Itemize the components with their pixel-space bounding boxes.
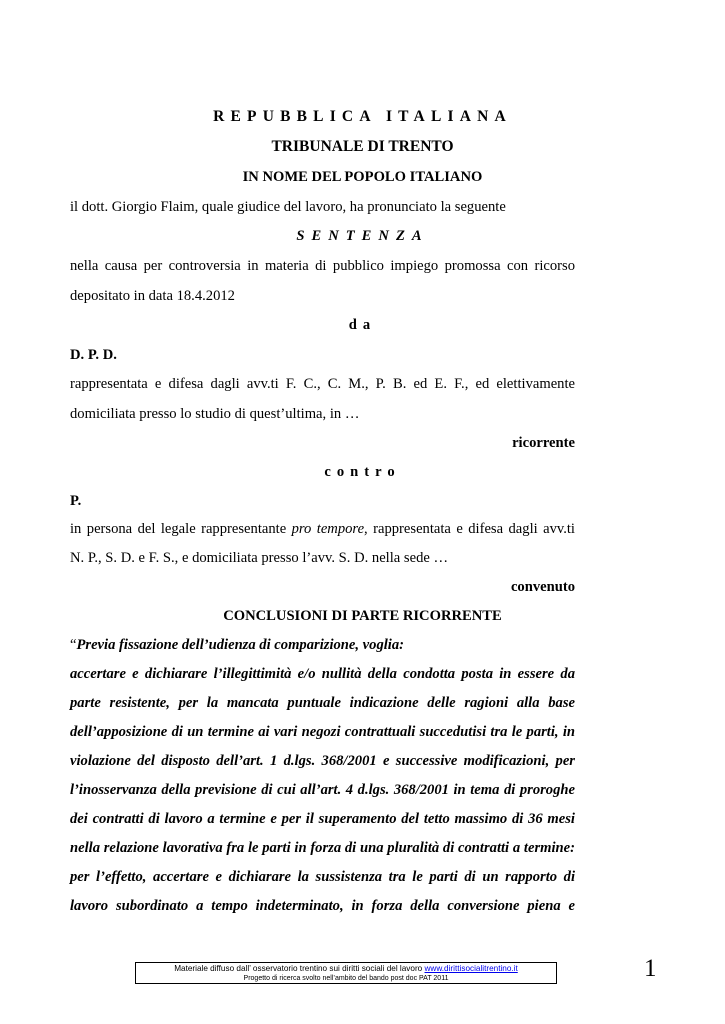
conclusioni-line-0: [70, 636, 404, 654]
footer-line-2: Progetto di ricerca svolto nell’ambito del bando post doc PAT 2011: [243, 975, 449, 982]
footer-link[interactable]: www.dirittisocialitrentino.it: [424, 964, 518, 973]
convenuto-name: P.: [70, 493, 82, 509]
convenuto-line-1: [70, 520, 575, 538]
convenuto-line-2: N. P., S. D. e F. S., e domiciliata presso l’avv. S. D. nella sede …: [70, 550, 449, 566]
conclusioni-line-5: l’inosservanza della previsione di cui all’art. 4 d.lgs. 368/2001 in tema di proroghe: [70, 782, 575, 798]
contro-label: contro: [324, 464, 401, 480]
conclusioni-line-9: lavoro subordinato a tempo indeterminato, in forza della conversione piena e: [70, 898, 575, 914]
conclusioni-line-0-text: Previa fissazione dell’udienza di comparizione, voglia:: [76, 637, 405, 653]
pro-tempore: pro tempore: [291, 521, 365, 537]
footer-box: [135, 962, 557, 984]
conclusioni-line-4: violazione del disposto dell’art. 1 d.lgs. 368/2001 e successive modificazioni, per: [70, 753, 575, 769]
causa-line-1: nella causa per controversia in materia di pubblico impiego promossa con ricorso: [70, 258, 575, 274]
conclusioni-line-6: dei contratti di lavoro a termine e per il superamento del tetto massimo di 36 mesi: [70, 811, 575, 827]
causa-line-2: depositato in data 18.4.2012: [70, 288, 235, 304]
conclusioni-line-8: per l’effetto, accertare e dichiarare la sussistenza tra le parti di un rapporto di: [70, 869, 575, 885]
ricorrente-name: D. P. D.: [70, 347, 117, 363]
convenuto-role: convenuto: [510, 579, 575, 595]
in-nome-heading: IN NOME DEL POPOLO ITALIANO: [242, 169, 483, 185]
opening-quote: “: [70, 637, 77, 653]
ricorrente-line-1: rappresentata e difesa dagli avv.ti F. C., C. M., P. B. ed E. F., ed elettivamente: [70, 376, 575, 392]
conclusioni-line-7: nella relazione lavorativa fra le parti in forza di una pluralità di contratti a termine:: [70, 840, 575, 856]
intro-line: il dott. Giorgio Flaim, quale giudice del lavoro, ha pronunciato la seguente: [70, 199, 506, 215]
republic-heading: REPUBBLICA ITALIANA: [213, 108, 512, 125]
footer-line-1: [136, 964, 556, 974]
court-heading: TRIBUNALE DI TRENTO: [271, 138, 454, 155]
ricorrente-line-2: domiciliata presso lo studio di quest’ultima, in …: [70, 406, 360, 422]
conclusioni-line-3: dell’apposizione di un termine ai vari negozi contrattuali succedutisi tra le parti, in: [70, 724, 575, 740]
conclusioni-line-2: parte resistente, per la mancata puntuale indicazione delle ragioni alla base: [70, 695, 575, 711]
footer-text: Materiale diffuso dall’ osservatorio trentino sui diritti sociali del lavoro: [174, 964, 425, 973]
convenuto-line-1-pre: in persona del legale rappresentante: [70, 521, 292, 537]
da-label: da: [348, 317, 377, 333]
sentenza-heading: SENTENZA: [296, 228, 429, 244]
convenuto-line-1-post: , rappresentata e difesa dagli avv.ti: [364, 521, 575, 537]
conclusioni-heading: CONCLUSIONI DI PARTE RICORRENTE: [223, 608, 502, 624]
conclusioni-line-1: accertare e dichiarare l’illegittimità e/o nullità della condotta posta in essere da: [70, 666, 575, 682]
ricorrente-role: ricorrente: [512, 435, 575, 451]
page-number: 1: [644, 955, 657, 982]
